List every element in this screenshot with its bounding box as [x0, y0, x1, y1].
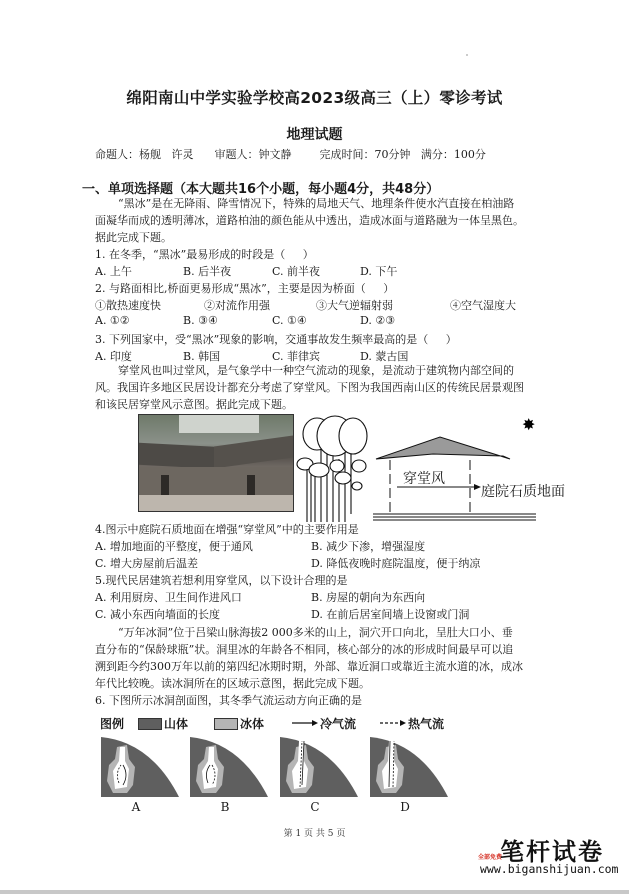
exam-title: 绵阳南山中学实验学校高2023级高三（上）零诊考试	[126, 89, 503, 107]
cave-diagram-a	[101, 737, 179, 797]
item-2: ②对流作用强	[204, 299, 270, 312]
option-c: C. 前半夜	[272, 265, 321, 278]
dwelling-photo	[138, 414, 294, 512]
item-3: ③大气逆辐射弱	[316, 299, 393, 312]
option-d: D. ②③	[360, 314, 396, 327]
watermark	[478, 832, 628, 890]
question-options	[95, 538, 535, 572]
option-b: B. 韩国	[183, 350, 221, 363]
item-1: ①散热速度快	[95, 299, 161, 312]
option-d: D. 下午	[360, 265, 398, 278]
cave-diagram-c	[280, 737, 358, 797]
legend-label: 热气流	[408, 717, 445, 731]
passage-line: “万年冰洞”位于吕梁山脉海拔2 000多米的山上，洞穴开口向北，呈肚大口小、垂	[118, 626, 513, 639]
question-stem: 1. 在冬季，“黑冰”最易形成的时段是（ ）	[95, 248, 314, 261]
question-stem: 3. 下列国家中，受“黑冰”现象的影响，交通事故发生频率最高的是（ ）	[95, 333, 457, 346]
question-stem: 5.现代民居建筑若想利用穿堂风，以下设计合理的是	[95, 574, 348, 587]
legend-label: 冷气流	[320, 717, 357, 731]
watermark-url: www.biganshijuan.com	[480, 862, 619, 876]
option-d: D. 蒙古国	[360, 350, 409, 363]
passage-line: 直分布的“保龄球瓶”状。洞里冰的年龄各不相同，核心部分的冰的形成时间最早可以追	[95, 643, 514, 656]
option-b: B. 减少下渗，增强湿度	[311, 540, 426, 553]
question-options	[95, 263, 515, 280]
legend-label: 冰体	[240, 717, 265, 731]
trees-illustration	[295, 414, 375, 522]
passage-line: 风。我国许多地区民居设计都充分考虑了穿堂风。下图为我国西南山区的传统民居景观图	[95, 381, 524, 394]
passage-line: 年代比较晚。读冰洞所在的区域示意图，据此完成下题。	[95, 677, 370, 690]
legend-title: 图例	[100, 717, 125, 731]
option-a: A. 上午	[95, 265, 132, 278]
legend-label: 山体	[164, 717, 189, 731]
question-stem: 4.图示中庭院石质地面在增强“穿堂风”中的主要作用是	[95, 523, 359, 536]
question-items	[95, 297, 535, 314]
cave-diagram-b	[190, 737, 268, 797]
cave-label-c: C	[310, 800, 320, 814]
ice-swatch	[214, 718, 238, 730]
passage-line: 溯到距今约300万年以前的第四纪冰期时期，外部、靠近洞口或靠近主流水道的冰，成冰	[95, 660, 523, 673]
wind-label: 穿堂风	[403, 471, 445, 487]
cave-label-b: B	[220, 800, 230, 814]
option-d: D. 降低夜晚时庭院温度，便于纳凉	[311, 557, 481, 570]
cave-diagram-d	[370, 737, 448, 797]
speck	[466, 54, 468, 56]
dashed-arrow-icon	[380, 719, 406, 727]
question-options	[95, 589, 535, 623]
section-heading: 一、单项选择题（本大题共16个小题，每小题4分，共48分）	[82, 182, 440, 197]
option-a: A. 利用厨房、卫生间作进风口	[95, 591, 242, 604]
exam-subtitle: 地理试题	[286, 127, 343, 143]
option-a: A. 增加地面的平整度，便于通风	[95, 540, 253, 553]
legend	[100, 715, 500, 735]
solid-arrow-icon	[292, 719, 318, 727]
passage-line: 面凝华而成的透明薄冰，道路柏油的颜色能从中透出，造成冰面与道路融为一体呈黑色。	[95, 214, 524, 227]
option-b: B. 房屋的朝向为东西向	[311, 591, 426, 604]
cave-label-d: D	[400, 800, 410, 814]
passage-line: “黑冰”是在无降雨、降雪情况下，特殊的局地天气、地理条件使水汽直接在柏油路	[118, 197, 515, 210]
option-c: C. ①④	[272, 314, 307, 327]
item-4: ④空气湿度大	[450, 299, 516, 312]
option-c: C. 菲律宾	[272, 350, 321, 363]
option-b: B. ③④	[183, 314, 218, 327]
cave-label-a: A	[131, 800, 141, 814]
watermark-tag: 全部免费	[478, 854, 503, 861]
option-d: D. 在前后居室间墙上设窗或门洞	[311, 608, 470, 621]
question-options	[95, 314, 515, 331]
question-stem: 2. 与路面相比,桥面更易形成“黑冰”，主要是因为桥面（ ）	[95, 282, 395, 295]
exam-meta: 命题人：杨舰 许灵 审题人：钟文静 完成时间：70分钟 满分：100分	[95, 148, 486, 161]
option-b: B. 后半夜	[183, 265, 232, 278]
option-a: A. 印度	[95, 350, 132, 363]
question-stem: 6. 下图所示冰洞剖面图，其冬季气流运动方向正确的是	[95, 694, 362, 707]
option-a: A. ①②	[95, 314, 130, 327]
sun-icon: ✸	[522, 415, 536, 434]
passage-line: 和该民居穿堂风示意图。据此完成下题。	[95, 398, 293, 411]
option-c: C. 减小东西向墙面的长度	[95, 608, 221, 621]
passage-line: 据此完成下题。	[95, 231, 172, 244]
ground-label: 庭院石质地面	[481, 484, 565, 500]
option-c: C. 增大房屋前后温差	[95, 557, 199, 570]
mountain-swatch	[138, 718, 162, 730]
page-bottom-divider	[0, 890, 629, 894]
passage-line: 穿堂风也叫过堂风，是气象学中一种空气流动的现象，是流动于建筑物内部空间的	[118, 364, 514, 377]
page-number: 第 1 页 共 5 页	[283, 829, 346, 839]
watermark-brand: 笔杆试卷	[500, 838, 604, 866]
